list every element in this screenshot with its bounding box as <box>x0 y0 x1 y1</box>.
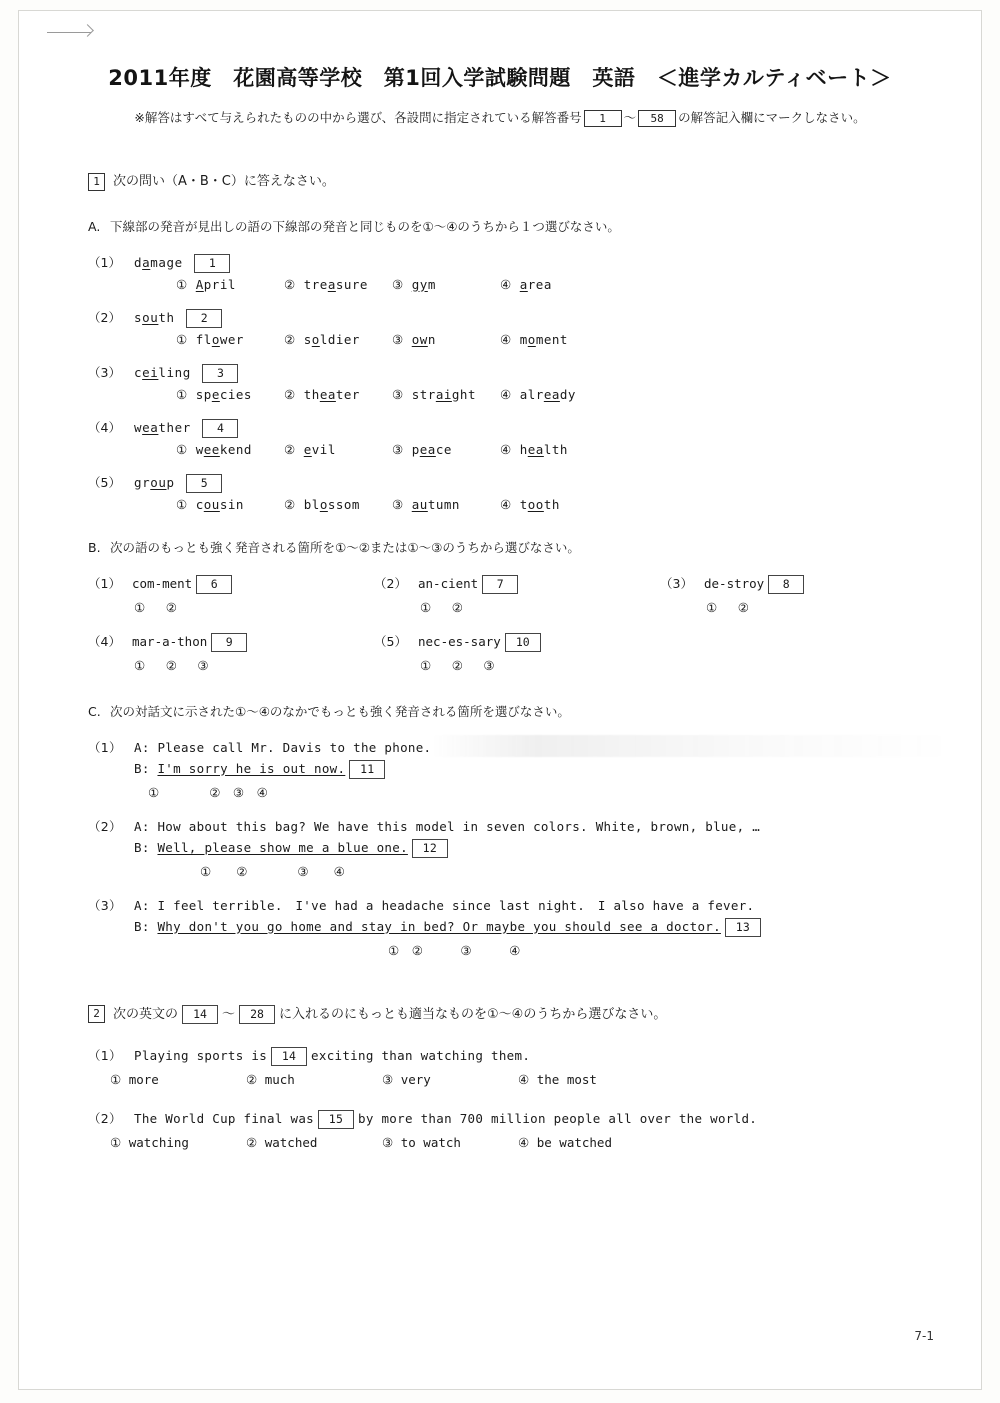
answer-box-3[interactable]: 3 <box>202 364 238 383</box>
choice-option[interactable]: ③ to watch <box>382 1134 461 1150</box>
word-pre: d <box>134 254 143 270</box>
question-b2-word: an-cient <box>418 575 479 591</box>
question-a5-number: （5） <box>88 474 121 490</box>
choice-pre: h <box>519 441 528 457</box>
answer-box-2[interactable]: 2 <box>186 309 222 328</box>
choice-marker: ④ <box>500 386 512 402</box>
word-post: p <box>166 474 175 490</box>
part-b-instruction <box>88 538 948 556</box>
choice-marker: ① <box>176 496 188 512</box>
word-pre: c <box>134 364 143 380</box>
choice-underlined: e <box>303 441 312 457</box>
question-b2-number: （2） <box>374 575 407 591</box>
question-c3-number: （3） <box>88 897 122 913</box>
choice-marker: ③ <box>392 276 404 292</box>
choice-marker: ② <box>284 386 296 402</box>
choice-option[interactable] <box>176 332 284 347</box>
question-b5-word: nec-es-sary <box>418 633 501 649</box>
question-b1-word: com-ment <box>132 575 193 591</box>
choice-pre: t <box>519 496 528 512</box>
answer-box-7[interactable]: 7 <box>482 575 518 594</box>
question-a1-number: （1） <box>88 254 121 270</box>
part-b-row-2 <box>88 632 948 674</box>
answer-box-14[interactable]: 14 <box>271 1047 307 1066</box>
choice-marker: ① <box>176 331 188 347</box>
part-a-items <box>88 253 948 512</box>
choice-marker: ③ <box>392 331 404 347</box>
question-b5 <box>374 632 660 674</box>
choice-option[interactable]: ④ be watched <box>518 1134 612 1150</box>
section-1-heading <box>88 170 948 191</box>
choice-post: lth <box>543 441 568 457</box>
choice-underlined: ea <box>527 441 544 457</box>
notice-pre-text: ※解答はすべて与えられたものの中から選び、各設問に指定されている解答番号 <box>134 110 582 125</box>
choice-underlined: oo <box>527 496 544 512</box>
choice-marker: ③ <box>392 386 404 402</box>
choice-underlined: a <box>519 276 528 292</box>
question-a2-choices <box>176 332 948 347</box>
choice-option[interactable] <box>176 387 284 402</box>
question-b5-marks[interactable]: ① ② ③ <box>420 657 499 673</box>
choice-underlined: o <box>211 331 220 347</box>
part-a-instruction <box>88 217 948 235</box>
choice-option[interactable] <box>176 442 284 457</box>
choice-option[interactable] <box>176 497 284 512</box>
question-c1 <box>88 738 948 801</box>
question-b2-line <box>374 574 660 594</box>
question-a3 <box>88 363 948 402</box>
choice-marker: ① <box>176 441 188 457</box>
choice-option[interactable]: ③ very <box>382 1071 431 1087</box>
choice-post: cies <box>219 386 252 402</box>
question-b1 <box>88 574 374 616</box>
word-underlined: ea <box>142 419 159 435</box>
notice-start-number: 1 <box>584 110 622 127</box>
question-a4-number: （4） <box>88 419 121 435</box>
page-title: 2011年度 花園高等学校 第1回入学試験問題 英語 ＜進学カルティベート＞ <box>108 66 892 90</box>
choice-post: dy <box>559 386 576 402</box>
choice-post: pril <box>203 276 236 292</box>
question-2-1-pre: Playing sports is <box>134 1047 268 1063</box>
section-2-heading <box>88 1003 948 1024</box>
choice-post: ght <box>451 386 476 402</box>
question-c2-line-a <box>88 817 948 835</box>
question-2-1-text <box>88 1046 948 1066</box>
choice-option[interactable] <box>284 277 392 292</box>
choice-underlined: o <box>319 496 328 512</box>
question-b4-line <box>88 632 374 652</box>
choice-underlined: au <box>411 496 428 512</box>
choice-option[interactable] <box>392 332 500 347</box>
question-b2 <box>374 574 660 616</box>
question-b3-line <box>660 574 946 594</box>
question-c1-line-b <box>134 760 948 779</box>
choice-underlined: ou <box>203 496 220 512</box>
choice-option[interactable] <box>500 497 608 512</box>
question-a1 <box>88 253 948 292</box>
choice-pre: alr <box>519 386 544 402</box>
choice-underlined: o <box>311 331 320 347</box>
word-underlined: ei <box>142 364 159 380</box>
answer-box-10[interactable]: 10 <box>505 633 541 652</box>
answer-box-15[interactable]: 15 <box>318 1110 354 1129</box>
choice-post: th <box>543 496 560 512</box>
choice-marker: ② <box>284 496 296 512</box>
question-c3-line-a <box>88 896 948 914</box>
speaker-b-label: B: <box>134 839 158 855</box>
choice-underlined: o <box>527 331 536 347</box>
choice-underlined: ea <box>543 386 560 402</box>
choice-post: kend <box>219 441 252 457</box>
choice-option[interactable] <box>284 442 392 457</box>
choice-option[interactable]: ④ the most <box>518 1071 597 1087</box>
question-b3-word: de-stroy <box>704 575 765 591</box>
question-b3-number: （3） <box>660 575 693 591</box>
choice-marker: ③ <box>392 496 404 512</box>
question-b3-marks[interactable]: ① ② <box>706 599 753 615</box>
part-c-instruction-text: 次の対話文に示された①〜④のなかでもっとも強く発音される箇所を選びなさい。 <box>110 703 570 719</box>
choice-pre: tre <box>303 276 328 292</box>
part-c-label: C. <box>88 703 101 719</box>
notice-end-number: 58 <box>638 110 676 127</box>
part-b-row2-spacer <box>660 632 946 674</box>
question-c3 <box>88 896 948 959</box>
notice-post-text: の解答記入欄にマークしなさい。 <box>678 110 866 125</box>
choice-post: ce <box>435 441 452 457</box>
question-c1-line-a <box>88 738 948 756</box>
choice-option[interactable]: ① watching <box>110 1134 189 1150</box>
question-c3-underlined-sentence: Why don't you go home and stay in bed? Or maybe you should see a doctor. <box>157 918 721 934</box>
choice-marker: ④ <box>500 441 512 457</box>
word-pre: s <box>134 309 143 325</box>
instruction-notice <box>0 108 1000 127</box>
word-pre: gr <box>134 474 151 490</box>
choice-pre: s <box>303 331 312 347</box>
choice-underlined: ea <box>319 386 336 402</box>
choice-marker: ② <box>284 441 296 457</box>
question-a4-word <box>134 420 191 435</box>
question-c2-number: （2） <box>88 818 122 834</box>
question-b4-word: mar-a-thon <box>132 633 208 649</box>
choice-option[interactable] <box>500 387 608 402</box>
page-number: 7-1 <box>914 1329 934 1343</box>
question-2-2-pre: The World Cup final was <box>134 1110 314 1126</box>
section-2-range-start[interactable]: 14 <box>182 1005 218 1024</box>
choice-option[interactable] <box>284 332 392 347</box>
question-a3-number: （3） <box>88 364 121 380</box>
question-2-1-choices <box>110 1072 948 1087</box>
choice-option[interactable] <box>284 387 392 402</box>
choice-option[interactable] <box>500 442 608 457</box>
choice-underlined: ow <box>411 331 428 347</box>
question-b3 <box>660 574 946 616</box>
word-post: ther <box>158 419 191 435</box>
question-b2-marks[interactable]: ① ② <box>420 599 467 615</box>
question-b4-number: （4） <box>88 633 121 649</box>
section-2-range-end[interactable]: 28 <box>239 1005 275 1024</box>
choice-option[interactable]: ② watched <box>246 1134 318 1150</box>
choice-underlined: gy <box>411 276 428 292</box>
answer-box-12[interactable]: 12 <box>412 839 448 858</box>
question-2-1-number: （1） <box>88 1047 122 1063</box>
choice-marker: ④ <box>500 331 512 347</box>
question-a3-word <box>134 365 191 380</box>
question-b1-marks[interactable]: ① ② <box>134 599 181 615</box>
question-a5 <box>88 473 948 512</box>
choice-option[interactable] <box>176 277 284 292</box>
choice-option[interactable]: ② much <box>246 1071 295 1087</box>
choice-option[interactable] <box>392 277 500 292</box>
choice-underlined: a <box>327 276 336 292</box>
choice-pre: th <box>303 386 320 402</box>
choice-option[interactable] <box>500 277 608 292</box>
answer-box-1[interactable]: 1 <box>194 254 230 273</box>
question-c2-speaker-a: A: How about this bag? We have this model in seven colors. White, brown, blue, … <box>134 818 761 834</box>
choice-pre: w <box>195 441 204 457</box>
choice-post: rea <box>527 276 552 292</box>
choice-pre: p <box>411 441 420 457</box>
choice-marker: ① <box>176 276 188 292</box>
choice-underlined: ai <box>435 386 452 402</box>
choice-post: vil <box>311 441 336 457</box>
answer-box-6[interactable]: 6 <box>196 575 232 594</box>
choice-underlined: ee <box>203 441 220 457</box>
part-a-instruction-text: 下線部の発音が見出しの語の下線部の発音と同じものを①〜④のうちから１つ選びなさい。 <box>110 218 620 234</box>
question-2-1-post: exciting than watching them. <box>311 1047 531 1063</box>
question-a1-prompt <box>88 253 948 273</box>
choice-marker: ① <box>176 386 188 402</box>
answer-box-11[interactable]: 11 <box>349 760 385 779</box>
choice-post: m <box>427 276 436 292</box>
word-post: mage <box>150 254 183 270</box>
question-a2 <box>88 308 948 347</box>
choice-option[interactable] <box>392 497 500 512</box>
question-b4 <box>88 632 374 674</box>
question-2-2-number: （2） <box>88 1110 122 1126</box>
section-2-heading-pre: 次の英文の <box>113 1006 179 1022</box>
part-b-instruction-text: 次の語のもっとも強く発音される箇所を①〜②または①〜③のうちから選びなさい。 <box>110 539 580 555</box>
choice-option[interactable]: ① more <box>110 1071 159 1087</box>
part-b-row-1 <box>88 574 948 616</box>
choice-option[interactable] <box>500 332 608 347</box>
question-c3-line-b <box>134 918 948 937</box>
section-2-tilde: 〜 <box>222 1006 236 1022</box>
answer-box-8[interactable]: 8 <box>768 575 804 594</box>
speaker-b-label: B: <box>134 760 158 776</box>
question-a4 <box>88 418 948 457</box>
question-a4-prompt <box>88 418 948 438</box>
word-post: th <box>158 309 175 325</box>
question-2-2-post: by more than 700 million people all over the world. <box>358 1110 758 1126</box>
answer-box-13[interactable]: 13 <box>725 918 761 937</box>
choice-pre: bl <box>303 496 320 512</box>
choice-post: sure <box>335 276 368 292</box>
corner-arrow-icon <box>47 25 93 39</box>
question-a3-prompt <box>88 363 948 383</box>
question-a5-choices <box>176 497 948 512</box>
section-1-number: 1 <box>88 173 105 191</box>
question-a2-word <box>134 310 175 325</box>
choice-option[interactable] <box>284 497 392 512</box>
part-c-instruction <box>88 702 948 720</box>
question-b5-line <box>374 632 660 652</box>
section-2-number: 2 <box>88 1005 105 1023</box>
question-b4-marks[interactable]: ① ② ③ <box>134 657 213 673</box>
part-b-label: B. <box>88 539 101 555</box>
choice-underlined: ea <box>419 441 436 457</box>
choice-pre: str <box>411 386 436 402</box>
choice-option[interactable] <box>392 442 500 457</box>
choice-marker: ② <box>284 276 296 292</box>
question-2-2-text <box>88 1109 948 1129</box>
question-a3-choices <box>176 387 948 402</box>
choice-marker: ④ <box>500 276 512 292</box>
question-c2-line-b <box>134 839 948 858</box>
choice-post: sin <box>219 496 244 512</box>
answer-box-9[interactable]: 9 <box>211 633 247 652</box>
answer-box-5[interactable]: 5 <box>186 474 222 493</box>
question-c1-marks[interactable]: ① ② ③ ④ <box>148 784 268 800</box>
question-c2 <box>88 817 948 880</box>
choice-pre: m <box>519 331 528 347</box>
choice-underlined: A <box>195 276 204 292</box>
question-2-1 <box>88 1046 948 1087</box>
choice-post: ldier <box>319 331 360 347</box>
word-underlined: ou <box>150 474 167 490</box>
question-2-2 <box>88 1109 948 1150</box>
choice-post: ment <box>535 331 568 347</box>
section-1-heading-text: 次の問い（A・B・C）に答えなさい。 <box>113 174 335 189</box>
question-c2-underlined-sentence: Well, please show me a blue one. <box>157 839 408 855</box>
choice-marker: ③ <box>392 441 404 457</box>
choice-pre: fl <box>195 331 212 347</box>
part-a-label: A. <box>88 218 101 234</box>
choice-marker: ② <box>284 331 296 347</box>
word-underlined: ou <box>142 309 159 325</box>
question-a2-prompt <box>88 308 948 328</box>
choice-post: tumn <box>427 496 460 512</box>
question-c1-number: （1） <box>88 739 122 755</box>
choice-pre: c <box>195 496 204 512</box>
question-c3-marks[interactable]: ① ② ③ ④ <box>388 942 521 958</box>
word-pre: w <box>134 419 143 435</box>
question-a5-prompt <box>88 473 948 493</box>
exam-content <box>88 170 948 1172</box>
question-a4-choices <box>176 442 948 457</box>
word-underlined: a <box>142 254 151 270</box>
speaker-b-label: B: <box>134 918 158 934</box>
choice-post: ssom <box>327 496 360 512</box>
question-2-2-choices <box>110 1135 948 1150</box>
choice-post: n <box>427 331 436 347</box>
choice-option[interactable] <box>392 387 500 402</box>
section-2-heading-post: に入れるのにもっとも適当なものを①〜④のうちから選びなさい。 <box>279 1006 667 1022</box>
word-post: ling <box>158 364 191 380</box>
choice-post: ter <box>335 386 360 402</box>
question-c3-speaker-a: A: I feel terrible. I've had a headache since last night. I also have a fever. <box>134 897 755 913</box>
question-b1-line <box>88 574 374 594</box>
question-a2-number: （2） <box>88 309 121 325</box>
question-c1-speaker-a: A: Please call Mr. Davis to the phone. <box>134 739 432 755</box>
choice-post: wer <box>219 331 244 347</box>
choice-underlined: e <box>211 386 220 402</box>
question-b1-number: （1） <box>88 575 121 591</box>
notice-tilde: 〜 <box>623 110 637 125</box>
question-a1-choices <box>176 277 948 292</box>
question-c1-underlined-sentence: I'm sorry he is out now. <box>157 760 346 776</box>
choice-pre: sp <box>195 386 212 402</box>
question-b5-number: （5） <box>374 633 407 649</box>
question-a1-word <box>134 255 183 270</box>
choice-marker: ④ <box>500 496 512 512</box>
question-a5-word <box>134 475 175 490</box>
answer-box-4[interactable]: 4 <box>202 419 238 438</box>
question-c2-marks[interactable]: ① ② ③ ④ <box>200 863 345 879</box>
